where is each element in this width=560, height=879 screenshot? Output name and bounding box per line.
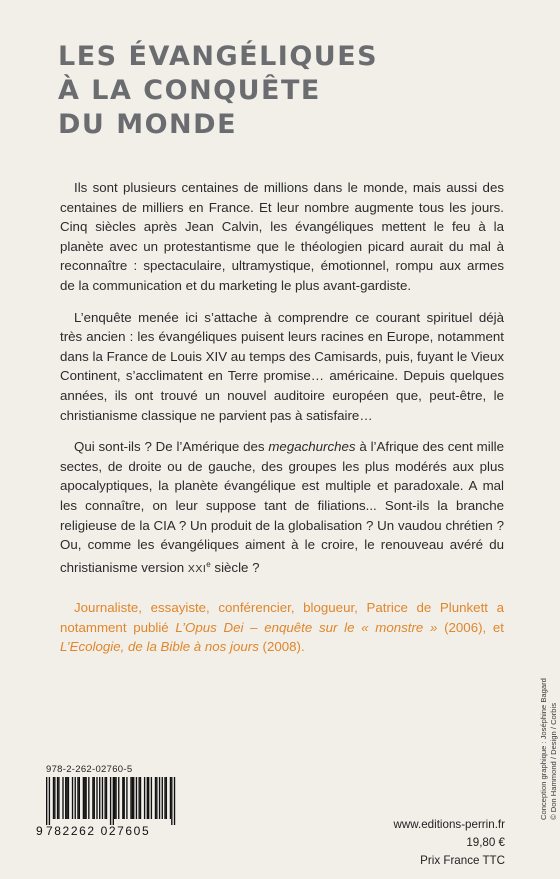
credit-photo: © Don Hammond / Design / Corbis (549, 702, 558, 820)
barcode-bar (49, 777, 50, 825)
barcode-bar (159, 777, 160, 819)
barcode-bar (79, 777, 80, 819)
barcode-bar (138, 777, 139, 819)
p3-text-a: Qui sont-ils ? De l’Amérique des (74, 439, 269, 455)
bio-book-1: L’Opus Dei – enquête sur le « monstre » (175, 619, 438, 635)
barcode-bar (104, 777, 105, 819)
barcode-bar (164, 777, 165, 819)
bio-book-2: L’Ecologie, de la Bible à nos jours (60, 639, 259, 655)
blurb-paragraph-3 (60, 437, 504, 579)
p3-italic-term: megachurches (268, 439, 356, 455)
publisher-info (394, 816, 505, 870)
barcode-bar (156, 777, 157, 819)
barcode-graphic (36, 777, 176, 825)
blurb-paragraph-1: Ils sont plusieurs centaines de millions dans le monde, mais aussi des centaines de milliers en France. Et leur nombre augmente tous les jours. Cinq siècles après Jean Calvin, les évangéliques mettent le feu à la planète avec un protestantisme que le théologien picard aurait du mal à reconnaître : spectaculaire, ultramystique, émotionnel, rompu aux armes de la communication et du marketing le plus avant-gardiste. (60, 180, 504, 293)
barcode-bar (166, 777, 167, 819)
barcode-bar (85, 777, 86, 819)
barcode-bar (118, 777, 119, 819)
blurb-paragraph-2: L’enquête menée ici s’attache à comprendre ce courant spirituel déjà très ancien : les évangéliques puisent leurs racines en Europe, notamment dans la France de Louis XIV au temps des Camisards, puis, fuyant le Vieux Continent, s’acclimatent en Terre promise… américaine. Depuis quelques années, ils ont trouvé un nouvel auditoire européen que, peut-être, le christianisme classique ne parvient pas à satisfaire… (60, 309, 504, 423)
p3-century-numeral: XXI (187, 562, 207, 575)
title-line-1: LES ÉVANGÉLIQUES (58, 41, 379, 72)
barcode-bar (92, 777, 93, 819)
barcode-bar (65, 777, 66, 819)
ean-digits (36, 824, 188, 838)
barcode-bar (99, 777, 100, 819)
barcode-bar (75, 777, 76, 819)
price-note: Prix France TTC (420, 854, 505, 867)
barcode-bar (84, 777, 85, 819)
blurb-text (60, 178, 504, 579)
title-line-3: DU MONDE (58, 109, 238, 140)
barcode-bar (57, 777, 58, 819)
price: 19,80 € (466, 836, 505, 849)
barcode-bar (124, 777, 125, 819)
book-title (58, 40, 378, 142)
p3-text-c: siècle ? (210, 559, 260, 575)
barcode-bar (144, 777, 145, 819)
barcode-bar (122, 777, 123, 819)
barcode-bar (68, 777, 69, 819)
barcode-bar (171, 777, 172, 825)
barcode-bar (155, 777, 156, 819)
barcode-bar (62, 777, 63, 819)
barcode-bar (151, 777, 152, 819)
barcode-bar (110, 777, 111, 825)
barcode-bar (130, 777, 131, 819)
bio-text-2: (2006), et (437, 619, 504, 635)
barcode-bar (136, 777, 137, 819)
barcode-bar (54, 777, 55, 819)
barcode-bar (46, 777, 47, 825)
barcode-bar (140, 777, 141, 819)
barcode-bar (147, 777, 148, 819)
barcode-bar (115, 777, 116, 819)
credit-design: Conception graphique : Joséphine Bagard (539, 678, 548, 820)
title-line-2: À LA CONQUÊTE (58, 75, 321, 106)
isbn-number: 978-2-262-02760-5 (46, 764, 133, 775)
barcode-bar (106, 777, 107, 819)
barcode-bar (132, 777, 133, 819)
barcode-bar (174, 777, 175, 825)
publisher-website[interactable]: www.editions-perrin.fr (393, 818, 505, 831)
bio-text-1: Journaliste, essayiste, conférencier, blogueur, Patrice de Plunkett a notamment publié (60, 600, 504, 635)
barcode-bar (170, 777, 171, 819)
barcode-bar (77, 777, 78, 819)
barcode-bar (58, 777, 59, 819)
ean-lead-digit: 9 (36, 824, 45, 838)
bio-text-3: (2008). (258, 639, 305, 655)
ean-main-digits: 782262 027605 (46, 824, 151, 838)
barcode-bar (96, 777, 97, 819)
p3-century-suffix: e (206, 559, 211, 569)
design-credits (539, 678, 559, 820)
p3-text-b: à l’Afrique des cent mille sectes, de droite ou de gauche, des groupes les plus modérés aux plus apocalyptiques, la planète évangélique est multiple et paradoxale. A mal les connaître, on leur suppose tant de filiations... Sont-ils la branche religieuse de la CIA ? Un produit de la globalisation ? Un vaudou chrétien ? Ou, comme les évangéliques aiment à le croire, le renouveau avéré du christianisme version (60, 439, 505, 575)
barcode-block (36, 764, 188, 838)
barcode-bar (72, 777, 73, 819)
barcode-bar (83, 777, 84, 819)
barcode-bar (102, 777, 103, 819)
author-bio (60, 598, 504, 657)
barcode-bar (114, 777, 115, 819)
barcode-bar (162, 777, 163, 819)
barcode-bar (148, 777, 149, 819)
barcode-bar (66, 777, 67, 819)
barcode-bar (88, 777, 89, 819)
barcode-bar (94, 777, 95, 819)
barcode-bar (53, 777, 54, 819)
barcode-bar (133, 777, 134, 819)
barcode-bar (126, 777, 127, 819)
barcode-bar (113, 777, 114, 825)
